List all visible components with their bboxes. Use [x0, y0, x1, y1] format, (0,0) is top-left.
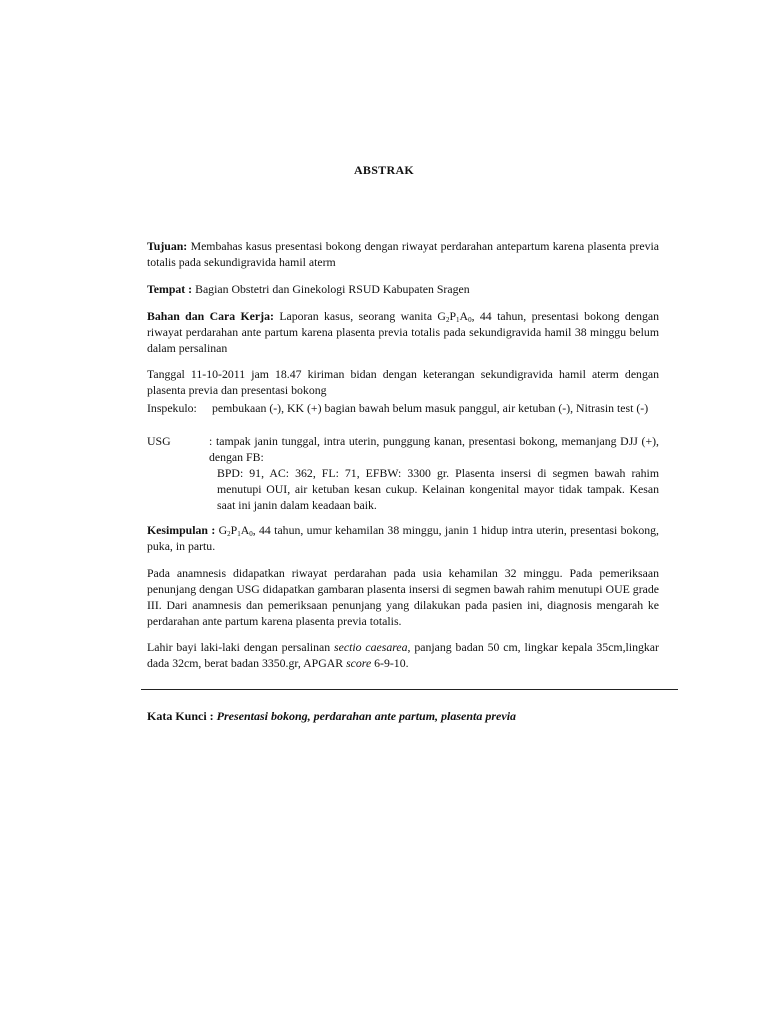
- lahir-text-a: Lahir bayi laki-laki dengan persalinan: [147, 640, 335, 654]
- kesimpulan-paragraph: [147, 522, 659, 554]
- kesimpulan-text-b: , 44 tahun, umur kehamilan 38 minggu, janin 1 hidup intra uterin, presentasi bokong, puka, in partu.: [147, 523, 659, 553]
- kesimpulan-sub-p: 1: [237, 530, 241, 538]
- kesimpulan-label: Kesimpulan :: [147, 523, 216, 537]
- kesimpulan-text-a: G: [215, 523, 228, 537]
- lahir-text-b: , panjang badan 50 cm, lingkar kepala 35cm,lingkar dada 32cm, berat badan 3350.gr, APGAR: [147, 640, 659, 670]
- bahan-mid-a: A: [459, 309, 469, 323]
- inspekulo-text: pembukaan (-), KK (+) bagian bawah belum masuk panggul, air ketuban (-), Nitrasin test (-): [212, 401, 649, 415]
- bahan-text-a: Laporan kasus, seorang wanita G: [279, 309, 446, 323]
- anamnesis-paragraph: Pada anamnesis didapatkan riwayat perdarahan pada usia kehamilan 32 minggu. Pada pemeriksaan penunjang dengan USG didapatkan gambaran plasenta insersi di segmen bawah rahim menutupi OUE grade III. Dari anamnesis dan pemeriksaan penunjang yang dilakukan pada pasien ini, diagnosis mengarah ke perdarahan ante partum karena plasenta previa totalis.: [147, 566, 659, 628]
- inspekulo-label: Inspekulo:: [147, 401, 197, 415]
- bahan-label: Bahan dan Cara Kerja:: [147, 309, 274, 323]
- tempat-text: Bagian Obstetri dan Ginekologi RSUD Kabupaten Sragen: [195, 282, 470, 296]
- lahir-paragraph: [147, 639, 659, 671]
- kesimpulan-mid-p: P: [230, 523, 238, 537]
- kata-kunci-text: Presentasi bokong, perdarahan ante partum, plasenta previa: [216, 709, 517, 723]
- abstract-title: ABSTRAK: [353, 163, 415, 177]
- bahan-text-b: , 44 tahun, presentasi bokong dengan riwayat perdarahan ante partum karena plasenta previa totalis pada sekundigravida hamil 38 minggu belum dalam persalinan: [147, 309, 660, 355]
- kata-kunci-line: [147, 709, 516, 724]
- kesimpulan-sub-a: 0: [249, 530, 253, 538]
- kata-kunci-label: Kata Kunci :: [147, 709, 217, 723]
- bahan-sub-p: 1: [456, 316, 460, 324]
- usg-label: USG: [147, 434, 171, 448]
- bahan-mid-p: P: [449, 309, 457, 323]
- tujuan-text: Membahas kasus presentasi bokong dengan riwayat perdarahan antepartum karena plasenta previa totalis pada sekundigravida hamil aterm: [147, 239, 659, 269]
- lahir-italic-a: sectio caesarea: [334, 640, 408, 654]
- tempat-label: Tempat :: [147, 282, 193, 296]
- bahan-sub-a: 0: [468, 316, 472, 324]
- lahir-italic-b: score: [346, 656, 372, 670]
- tanggal-paragraph: Tanggal 11-10-2011 jam 18.47 kiriman bidan dengan keterangan sekundigravida hamil aterm dengan plasenta previa dan presentasi bokong: [147, 367, 659, 397]
- tujuan-label: Tujuan:: [147, 239, 188, 253]
- tempat-paragraph: [147, 281, 659, 297]
- kesimpulan-mid-a: A: [240, 523, 250, 537]
- bahan-paragraph: [147, 308, 659, 356]
- bahan-sub-g: 2: [445, 316, 450, 324]
- divider-line: [141, 689, 678, 690]
- usg-text-2: BPD: 91, AC: 362, FL: 71, EFBW: 3300 gr. Plasenta insersi di segmen bawah rahim menutupi OUI, air ketuban kesan cukup. Kelainan kongenital mayor tidak tampak. Kesan saat ini janin dalam keadaan baik.: [217, 466, 659, 512]
- tujuan-paragraph: [147, 238, 659, 270]
- kesimpulan-sub-g: 2: [227, 530, 231, 538]
- lahir-text-c: 6-9-10.: [371, 656, 409, 670]
- usg-text-1: : tampak janin tunggal, intra uterin, punggung kanan, presentasi bokong, memanjang DJJ (+), dengan FB:: [209, 434, 659, 464]
